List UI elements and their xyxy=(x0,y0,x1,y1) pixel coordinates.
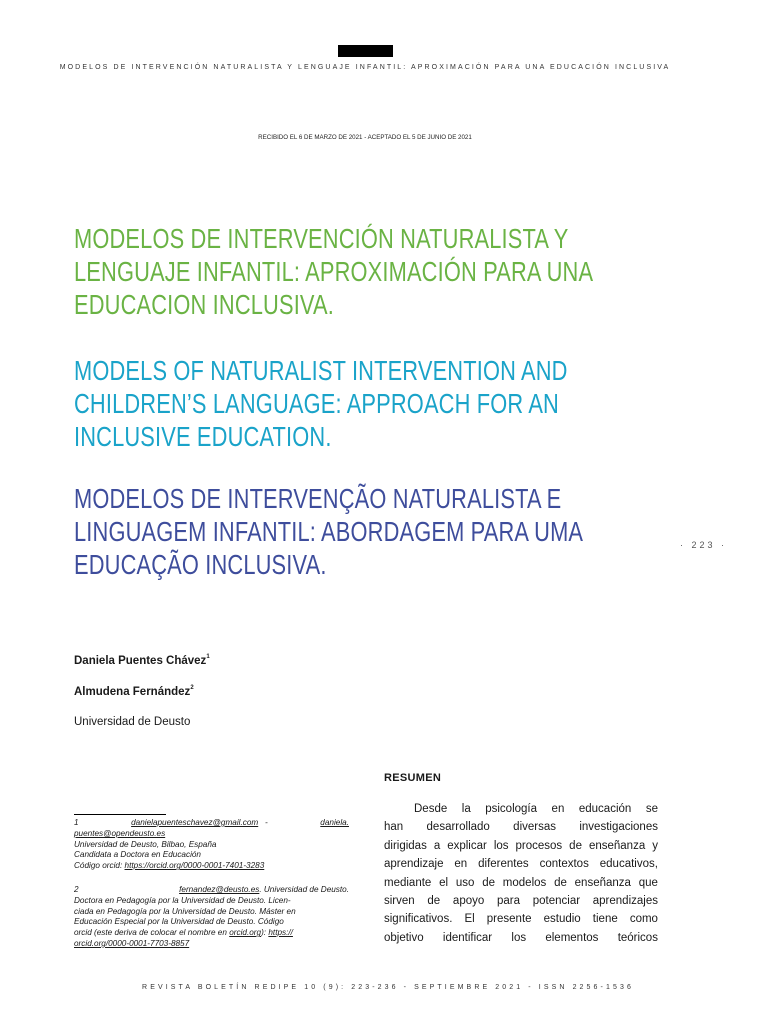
abstract-word: significativos. xyxy=(384,913,453,926)
email-link[interactable]: daniela. xyxy=(320,818,349,827)
abstract-word: enseñanza xyxy=(574,876,631,889)
title-english xyxy=(74,354,675,482)
abstract-line xyxy=(384,855,658,873)
abstract-word: y xyxy=(652,839,658,852)
abstract-word: educativos, xyxy=(599,858,658,871)
title-es-line: EDUCACION INCLUSIVA. xyxy=(74,289,334,320)
abstract-line xyxy=(384,818,658,836)
abstract-word: la xyxy=(461,803,471,815)
orcid-link[interactable]: https:// xyxy=(268,928,293,938)
abstract-word: a xyxy=(433,839,441,852)
title-pt-line: MODELOS DE INTERVENÇÃO NATURALISTA E xyxy=(74,483,562,514)
title-en-line: MODELS OF NATURALIST INTERVENTION AND xyxy=(74,355,568,386)
email-link[interactable]: fernandez@deusto.es xyxy=(179,884,260,894)
footnote-1 xyxy=(74,818,349,872)
abstract-word: procesos xyxy=(515,839,563,852)
abstract-word: de xyxy=(482,876,495,889)
abstract-word: que xyxy=(638,876,658,889)
received-accepted-dates: RECIBIDO EL 6 DE MARZO DE 2021 - ACEPTADO EL 5 DE JUNIO DE 2021 xyxy=(258,134,472,141)
abstract-word: contextos xyxy=(539,858,589,871)
abstract-word: se xyxy=(645,803,658,815)
abstract-word: de xyxy=(554,876,567,889)
abstract-word: para xyxy=(496,895,521,908)
footnote-text: ciada en Pedagogía por la Universidad de Deusto. Máster en xyxy=(74,906,296,916)
author-name: Daniela Puentes Chávez xyxy=(74,655,207,667)
abstract-word: apoyo xyxy=(452,895,485,908)
abstract-word: dirigidas xyxy=(384,839,427,852)
page-number: · 223 · xyxy=(680,540,728,550)
orcid-site-link[interactable]: orcid.org xyxy=(229,928,262,938)
footnote-number: 1 xyxy=(74,818,79,827)
article-titles xyxy=(74,222,674,610)
footnote-text: ): xyxy=(261,928,267,938)
footnote-rule xyxy=(74,814,166,815)
journal-footer: REVISTA BOLETÍN REDIPE 10 (9): 223-236 - SEPTIEMBRE 2021 - ISSN 2256-1536 xyxy=(142,984,634,991)
orcid-link[interactable]: https://orcid.org/0000-0001-7401-3283 xyxy=(124,861,265,871)
abstract-word: los xyxy=(493,839,509,852)
author-name: Almudena Fernández xyxy=(74,686,191,698)
abstract-line xyxy=(384,892,658,910)
author-2 xyxy=(74,686,194,698)
abstract-word: uso xyxy=(455,876,475,889)
footnote-text: Universidad de Deusto, Bilbao, España xyxy=(74,839,217,849)
title-portuguese xyxy=(74,482,675,610)
abstract-word: elementos xyxy=(545,931,599,944)
author-footnote-mark: 2 xyxy=(190,685,194,691)
abstract-word: explicar xyxy=(447,839,487,852)
abstract-word: potenciar xyxy=(532,895,581,908)
affiliation: Universidad de Deusto xyxy=(74,716,191,728)
title-es-line: LENGUAJE INFANTIL: APROXIMACIÓN PARA UNA xyxy=(74,256,594,287)
abstract-word: teóricos xyxy=(617,931,658,944)
abstract-word: han xyxy=(384,821,404,834)
footnote-text: Educación Especial por la Universidad de Deusto. Código xyxy=(74,917,284,927)
abstract-word: enseñanza xyxy=(588,839,646,852)
abstract-word: de xyxy=(569,839,582,852)
abstract-word: desarrollado xyxy=(426,821,490,834)
email-link[interactable]: danielapuenteschavez@gmail.com xyxy=(131,818,259,827)
abstract-heading: RESUMEN xyxy=(384,772,442,784)
footnote-number: 2 xyxy=(74,884,79,894)
abstract-word: estudio xyxy=(543,913,581,926)
author-1 xyxy=(74,655,210,667)
abstract-word: el xyxy=(439,876,449,889)
footnote-2 xyxy=(74,885,349,950)
footnote-text: orcid (este deriva de colocar el nombre en xyxy=(74,928,227,938)
abstract-word: de xyxy=(427,895,441,908)
title-en-line: INCLUSIVE EDUCATION. xyxy=(74,421,332,452)
abstract-body xyxy=(384,800,658,947)
title-pt-line: EDUCAÇÃO INCLUSIVA. xyxy=(74,549,327,580)
abstract-word: mediante xyxy=(384,876,432,889)
footnote-text: Candidata a Doctora en Educación xyxy=(74,850,201,860)
abstract-line xyxy=(384,929,658,947)
orcid-link[interactable]: orcid.org/0000-0001-7703-8857 xyxy=(74,938,190,948)
title-spanish xyxy=(74,222,675,354)
title-es-line: MODELOS DE INTERVENCIÓN NATURALISTA Y xyxy=(74,223,569,254)
abstract-word: en xyxy=(551,803,565,815)
footnote-text: Doctora en Pedagogía por la Universidad de Deusto. Licen- xyxy=(74,895,291,905)
abstract-word: en xyxy=(454,858,468,871)
abstract-word: investigaciones xyxy=(579,821,658,834)
abstract-word: presente xyxy=(486,913,532,926)
abstract-line xyxy=(384,874,658,892)
title-en-line: CHILDREN’S LANGUAGE: APPROACH FOR AN xyxy=(74,388,559,419)
author-footnote-mark: 1 xyxy=(206,654,210,660)
header-black-bar xyxy=(338,45,393,57)
abstract-word: modelos xyxy=(502,876,547,889)
abstract-word: sirven xyxy=(384,895,415,908)
abstract-word: como xyxy=(629,913,658,926)
abstract-word: objetivo xyxy=(384,931,424,944)
abstract-word: psicología xyxy=(485,803,538,815)
orcid-label: Código orcid: xyxy=(74,861,123,871)
running-head: MODELOS DE INTERVENCIÓN NATURALISTA Y LENGUAJE INFANTIL: APROXIMACIÓN PARA UNA EDUCACIÓN INCLUSIVA xyxy=(59,64,671,71)
title-pt-line: LINGUAGEM INFANTIL: ABORDAGEM PARA UMA xyxy=(74,516,584,547)
abstract-word: aprendizaje xyxy=(384,858,444,871)
separator: - xyxy=(265,818,268,827)
abstract-word: los xyxy=(511,931,527,944)
abstract-word: educación xyxy=(578,803,632,815)
abstract-word: aprendizajes xyxy=(592,895,658,908)
abstract-word: diferentes xyxy=(478,858,529,871)
abstract-word: identificar xyxy=(442,931,493,944)
abstract-line xyxy=(384,910,658,928)
footnote-text: . Universidad de Deusto. xyxy=(259,884,349,894)
abstract-word: Desde xyxy=(414,803,448,815)
footnotes xyxy=(74,818,349,963)
abstract-line xyxy=(384,800,658,818)
abstract-word: tiene xyxy=(592,913,618,926)
abstract-word: El xyxy=(464,913,475,926)
email-link[interactable]: puentes@opendeusto.es xyxy=(74,828,166,838)
abstract-line xyxy=(384,837,658,855)
abstract-word: diversas xyxy=(513,821,556,834)
